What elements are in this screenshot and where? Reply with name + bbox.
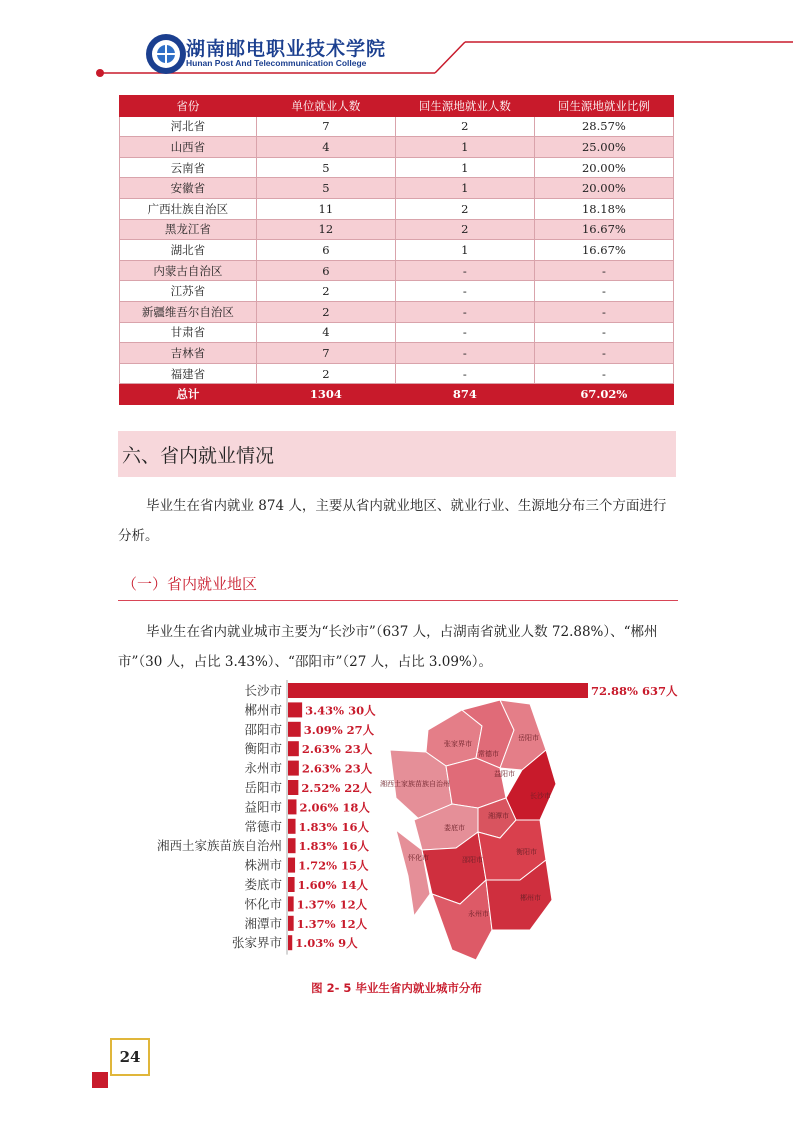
- province-employment-table: [119, 95, 674, 405]
- table-cell: -: [534, 301, 673, 322]
- category-label: 益阳市: [244, 799, 282, 815]
- figure-caption: 图 2- 5 毕业生省内就业城市分布: [311, 981, 482, 995]
- table-header-cell: 回生源地就业比例: [534, 96, 673, 117]
- table-cell: -: [534, 260, 673, 281]
- table-cell: 6: [256, 240, 395, 261]
- map-label: 湘西土家族苗族自治州: [380, 780, 450, 788]
- map-label: 湘潭市: [488, 812, 509, 820]
- table-cell: -: [534, 343, 673, 364]
- table-cell: 2: [256, 363, 395, 384]
- table-row: [120, 198, 674, 219]
- category-label: 湘西土家族苗族自治州: [156, 838, 282, 854]
- table-cell: -: [395, 343, 534, 364]
- table-cell: 内蒙古自治区: [120, 260, 257, 281]
- map-label: 衡阳市: [516, 848, 537, 856]
- table-cell: -: [534, 322, 673, 343]
- bar-value-label: 1.37% 12人: [296, 916, 368, 931]
- category-label: 湘潭市: [244, 915, 282, 931]
- table-cell: 12: [256, 219, 395, 240]
- table-row: [120, 219, 674, 240]
- bar: [288, 799, 296, 814]
- bar: [288, 722, 301, 737]
- category-label: 岳阳市: [244, 780, 282, 795]
- bar-value-label: 2.63% 23人: [301, 742, 373, 757]
- table-row: [120, 178, 674, 199]
- table-cell: -: [395, 301, 534, 322]
- table-cell: 5: [256, 157, 395, 178]
- table-cell: 16.67%: [534, 219, 673, 240]
- table-cell: 黑龙江省: [120, 219, 257, 240]
- table-cell: -: [395, 260, 534, 281]
- map-label: 怀化市: [408, 854, 429, 862]
- table-cell: 2: [395, 198, 534, 219]
- bar: [288, 683, 588, 698]
- table-cell: 20.00%: [534, 178, 673, 199]
- table-cell: 湖北省: [120, 240, 257, 261]
- map-label: 郴州市: [520, 894, 541, 902]
- bar-value-label: 2.63% 23人: [301, 761, 373, 776]
- bar: [288, 838, 296, 853]
- table-cell: -: [534, 363, 673, 384]
- table-total-cell: 1304: [256, 384, 395, 405]
- table-cell: -: [395, 322, 534, 343]
- table-cell: 广西壮族自治区: [120, 198, 257, 219]
- bar-value-label: 2.52% 22人: [301, 781, 372, 795]
- category-label: 常德市: [244, 818, 282, 834]
- table-cell: 1: [395, 137, 534, 158]
- table-row: [120, 301, 674, 322]
- bar-value-label: 1.72% 15人: [298, 858, 369, 873]
- bar-value-label: 1.03% 9人: [295, 936, 358, 951]
- table-row: [120, 240, 674, 261]
- table-row: [120, 137, 674, 158]
- map-label: 永州市: [468, 910, 489, 918]
- table-cell: 5: [256, 178, 395, 199]
- bar: [288, 858, 295, 873]
- table-cell: -: [395, 281, 534, 302]
- college-name-en: Hunan Post And Telecommunication College: [186, 58, 367, 68]
- table-cell: 吉林省: [120, 343, 257, 364]
- map-label: 岳阳市: [518, 734, 539, 742]
- table-cell: 新疆维吾尔自治区: [120, 301, 257, 322]
- table-header-cell: 省份: [120, 96, 257, 117]
- table-cell: 25.00%: [534, 137, 673, 158]
- bar-value-label: 3.43% 30人: [305, 703, 376, 718]
- table-header-cell: 回生源地就业人数: [395, 96, 534, 117]
- bar: [288, 741, 299, 756]
- table-cell: 2: [395, 116, 534, 137]
- table-total-cell: 874: [395, 384, 534, 405]
- subsection-title: （一）省内就业地区: [122, 575, 258, 593]
- map-label: 长沙市: [530, 792, 551, 800]
- table-row: [120, 260, 674, 281]
- intro-paragraph: 毕业生在省内就业 874 人，主要从省内就业地区、就业行业、生源地分布三个方面进行分析。: [118, 498, 667, 544]
- table-row: [120, 343, 674, 364]
- table-cell: 6: [256, 260, 395, 281]
- category-label: 怀化市: [244, 896, 282, 912]
- table-cell: 江苏省: [120, 281, 257, 302]
- map-label: 邵阳市: [462, 856, 483, 864]
- map-label: 益阳市: [494, 770, 515, 778]
- table-cell: 2: [256, 281, 395, 302]
- table-cell: 1: [395, 157, 534, 178]
- table-cell: 山西省: [120, 137, 257, 158]
- map-label: 常德市: [478, 750, 499, 758]
- table-cell: -: [395, 363, 534, 384]
- bar-value-label: 1.83% 16人: [298, 839, 369, 854]
- category-label: 邵阳市: [244, 721, 282, 737]
- table-cell: 河北省: [120, 116, 257, 137]
- header-decoration: [0, 0, 793, 90]
- bar-value-label: 72.88% 637人: [591, 684, 678, 698]
- map-label: 张家界市: [444, 740, 472, 748]
- table-total-row: [120, 384, 674, 405]
- bar: [288, 916, 294, 931]
- table-cell: 4: [256, 322, 395, 343]
- category-label: 永州市: [244, 760, 282, 776]
- table-cell: -: [534, 281, 673, 302]
- category-label: 衡阳市: [244, 741, 282, 757]
- map-label: 娄底市: [444, 824, 465, 832]
- table-cell: 28.57%: [534, 116, 673, 137]
- table-row: [120, 281, 674, 302]
- table-row: [120, 322, 674, 343]
- bar: [288, 819, 296, 834]
- table-cell: 1: [395, 240, 534, 261]
- category-label: 长沙市: [244, 683, 282, 698]
- table-cell: 20.00%: [534, 157, 673, 178]
- bar: [288, 935, 292, 950]
- bar: [288, 780, 298, 795]
- bar-value-label: 2.06% 18人: [299, 800, 370, 815]
- table-cell: 18.18%: [534, 198, 673, 219]
- table-cell: 福建省: [120, 363, 257, 384]
- table-cell: 16.67%: [534, 240, 673, 261]
- region-paragraph: 毕业生在省内就业城市主要为“长沙市”（637 人，占湖南省就业人数 72.88%）、“郴州市”（30 人，占比 3.43%）、“邵阳市”（27 人，占比 3.09%）。: [118, 624, 658, 670]
- table-row: [120, 116, 674, 137]
- city-distribution-chart: [156, 680, 700, 970]
- college-logo: [146, 34, 186, 74]
- table-total-cell: 67.02%: [534, 384, 673, 405]
- college-name-cn: 湖南邮电职业技术学院: [186, 38, 387, 60]
- table-cell: 云南省: [120, 157, 257, 178]
- bar-value-label: 1.83% 16人: [298, 819, 369, 834]
- table-cell: 1: [395, 178, 534, 199]
- table-cell: 7: [256, 343, 395, 364]
- table-row: [120, 157, 674, 178]
- table-cell: 2: [256, 301, 395, 322]
- section-title: 六、省内就业情况: [122, 445, 275, 467]
- table-cell: 7: [256, 116, 395, 137]
- table-cell: 安徽省: [120, 178, 257, 199]
- bar: [288, 896, 294, 911]
- bar: [288, 702, 302, 717]
- table-cell: 4: [256, 137, 395, 158]
- bar-value-label: 3.09% 27人: [303, 722, 375, 737]
- table-cell: 甘肃省: [120, 322, 257, 343]
- bar: [288, 761, 299, 776]
- category-label: 娄底市: [244, 877, 282, 892]
- category-label: 郴州市: [244, 702, 282, 718]
- table-cell: 2: [395, 219, 534, 240]
- table-cell: 11: [256, 198, 395, 219]
- table-total-cell: 总计: [120, 384, 257, 405]
- category-label: 张家界市: [231, 935, 282, 951]
- subsection-divider: [118, 600, 678, 601]
- bar: [288, 877, 295, 892]
- table-row: [120, 363, 674, 384]
- page-corner-square: [92, 1072, 108, 1088]
- category-label: 株洲市: [244, 857, 282, 873]
- bar-value-label: 1.37% 12人: [296, 897, 368, 912]
- table-header-row: [120, 96, 674, 117]
- table-header-cell: 单位就业人数: [256, 96, 395, 117]
- hunan-map: [380, 700, 556, 960]
- bar-value-label: 1.60% 14人: [297, 878, 369, 892]
- page-number: 24: [110, 1038, 150, 1076]
